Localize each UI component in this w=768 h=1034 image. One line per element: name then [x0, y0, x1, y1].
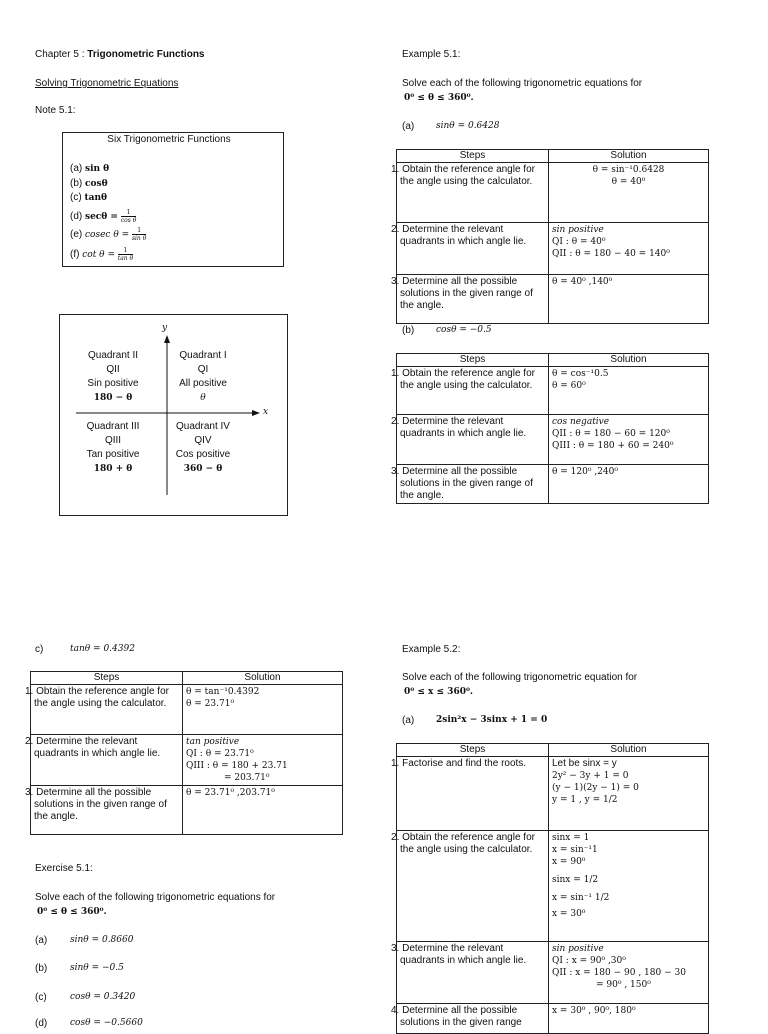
- exercise-range: 0⁰ ≤ θ ≤ 360⁰.: [37, 907, 107, 917]
- part-c-table: [25, 671, 343, 835]
- function-item: (e) cosec θ = $\frac{1}{\text{sin θ}}$: [70, 227, 147, 242]
- chapter-heading: [35, 49, 205, 60]
- note-label: Note 5.1:: [35, 105, 76, 116]
- chapter-title: Trigonometric Functions: [87, 49, 205, 60]
- part-b-equation: cosθ = −0.5: [436, 325, 492, 335]
- example-5-2a-table: [391, 743, 709, 1034]
- quadrant-2-label: Quadrant II QII Sin positive 180 − θ: [87, 350, 139, 403]
- functions-box: [62, 132, 284, 267]
- solution-header: Solution: [549, 150, 709, 163]
- table-row: 1. Obtain the reference angle for the angle using the calculator. θ = sin⁻¹0.6428 θ = 40⁰: [397, 163, 709, 223]
- functions-box-title: Six Trigonometric Functions: [107, 134, 231, 145]
- exercise-title: Exercise 5.1:: [35, 863, 93, 874]
- function-item: (d) secθ = $\frac{1}{\text{cos θ}}$: [70, 209, 137, 224]
- table-row: 2. Determine the relevant quadrants in which angle lie. tan positive QI : θ = 23.71⁰ QIII : θ = 180 + 23.71 = 203.71⁰: [31, 735, 343, 786]
- part-b-label: (b): [402, 325, 415, 336]
- solution-header: Solution: [183, 672, 343, 685]
- steps-header: Steps: [397, 744, 549, 757]
- table-row: 3. Determine all the possible solutions in the given range of the angle. θ = 120⁰ ,240⁰: [397, 465, 709, 504]
- chapter-prefix: Chapter 5 :: [35, 49, 88, 60]
- table-row: 3. Determine all the possible solutions in the given range of the angle. θ = 23.71⁰ ,203.71⁰: [31, 786, 343, 835]
- solution-header: Solution: [549, 744, 709, 757]
- section-title: Solving Trigonometric Equations: [35, 78, 179, 89]
- table-row: 3. Determine all the possible solutions in the given range of the angle. θ = 40⁰ ,140⁰: [397, 275, 709, 324]
- table-row: 1. Obtain the reference angle for the angle using the calculator. θ = tan⁻¹0.4392 θ = 23.71⁰: [31, 685, 343, 735]
- example-5-2-range: 0⁰ ≤ x ≤ 360⁰.: [404, 687, 474, 697]
- quadrant-3-label: Quadrant III QIII Tan positive 180 + θ: [86, 421, 140, 474]
- example-5-2-part-a-equation: 2sin²x − 3sinx + 1 = 0: [436, 715, 548, 725]
- function-item: (f) cot θ = $\frac{1}{\text{tan θ}}$: [70, 247, 134, 262]
- table-row: 2. Determine the relevant quadrants in which angle lie. sin positive QI : θ = 40⁰ QII : θ = 180 − 40 = 140⁰: [397, 223, 709, 275]
- part-c-label: c): [35, 644, 44, 655]
- exercise-item: (a) sinθ = 0.8660: [35, 935, 134, 946]
- function-item: (c) tanθ: [70, 192, 107, 203]
- example-5-1-title: Example 5.1:: [402, 49, 461, 60]
- part-a-label: (a): [402, 121, 415, 132]
- quadrant-1-label: Quadrant I QI All positive θ: [179, 350, 227, 403]
- solution-header: Solution: [549, 354, 709, 367]
- steps-header: Steps: [31, 672, 183, 685]
- table-row: 1. Obtain the reference angle for the angle using the calculator. θ = cos⁻¹0.5 θ = 60⁰: [397, 367, 709, 415]
- x-axis-label: x: [263, 407, 269, 417]
- y-axis-label: y: [162, 323, 168, 333]
- function-item: (a) sin θ: [70, 163, 110, 174]
- table-row: 4. Determine all the possible solutions in the given range x = 30⁰ , 90⁰, 180⁰: [397, 1004, 709, 1034]
- example-5-1b-table: [391, 353, 709, 504]
- example-5-1-range: 0⁰ ≤ θ ≤ 360⁰.: [404, 93, 474, 103]
- quadrant-4-label: Quadrant IV QIV Cos positive 360 − θ: [175, 421, 231, 474]
- example-5-2-title: Example 5.2:: [402, 644, 461, 655]
- part-c-equation: tanθ = 0.4392: [70, 644, 135, 654]
- example-5-2-part-a-label: (a): [402, 715, 415, 726]
- exercise-instruction: Solve each of the following trigonometric equations for: [35, 892, 276, 903]
- exercise-item: (d) cosθ = −0.5660: [35, 1018, 143, 1029]
- steps-header: Steps: [397, 150, 549, 163]
- steps-header: Steps: [397, 354, 549, 367]
- table-row: 3. Determine the relevant quadrants in which angle lie. sin positive QI : x = 90⁰ ,30⁰ QII : x = 180 − 90 , 180 − 30 = 90⁰ , 150⁰: [397, 942, 709, 1004]
- example-5-1-instruction: Solve each of the following trigonometric equations for: [402, 78, 643, 89]
- table-row: 2. Obtain the reference angle for the angle using the calculator. sinx = 1 x = sin⁻¹1 x = 90⁰ sinx = 1/2 x = sin⁻¹ 1/2 x = 30⁰: [397, 831, 709, 942]
- axes-graphic: [60, 315, 287, 515]
- example-5-2-instruction: Solve each of the following trigonometric equation for: [402, 672, 638, 683]
- table-row: 1. Factorise and find the roots. Let be sinx = y 2y² − 3y + 1 = 0 (y − 1)(2y − 1) = 0 y = 1 , y = 1/2: [397, 757, 709, 831]
- function-item: (b) cosθ: [70, 178, 108, 189]
- table-row: 2. Determine the relevant quadrants in which angle lie. cos negative QII : θ = 180 − 60 = 120⁰ QIII : θ = 180 + 60 = 240⁰: [397, 415, 709, 465]
- exercise-item: (c) cosθ = 0.3420: [35, 992, 136, 1003]
- exercise-item: (b) sinθ = −0.5: [35, 963, 124, 974]
- part-a-equation: sinθ = 0.6428: [436, 121, 500, 131]
- example-5-1a-table: [391, 149, 709, 324]
- quadrant-diagram: [59, 314, 288, 516]
